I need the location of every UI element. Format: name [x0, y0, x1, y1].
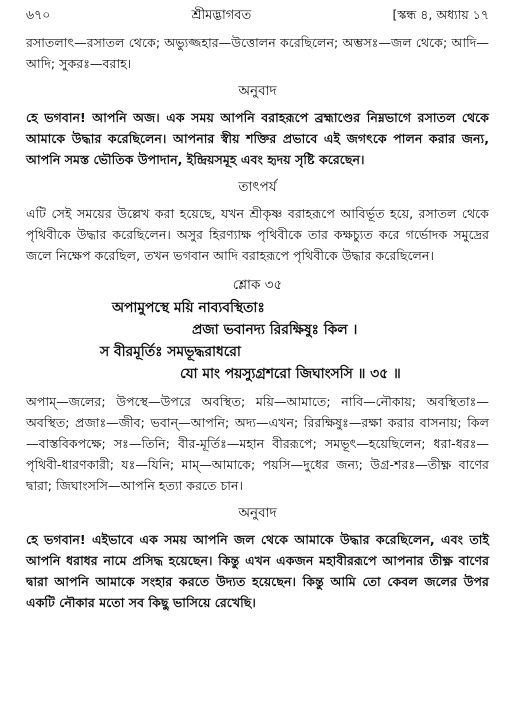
verse-line-1: অপামুপস্থে ময়ি নাব্যবস্থিতাঃ — [112, 300, 265, 316]
running-header — [26, 6, 489, 32]
synonyms-verse: অপাম্—জলের; উপস্থে—উপরে অবস্থিত; ময়ি—আমাতে; নাবি—নৌকায়; অবস্থিতাঃ—অবস্থিত; প্রজাঃ—জীব; ভবান্—আপনি; অদ্য—এখন; রিরক্ষিষুঃ—রক্ষা করার বাসনায়; কিল—বাস্তবিকপক্ষে; সঃ—তিনি; বীর-মূর্তিঃ—মহান বীররূপে; সমভূৎ—হয়েছিলেন; ধরা-ধরঃ—পৃথিবী-ধারণকারী; যঃ—যিনি; মাম্—আমাকে; পয়সি—দুধের জন্য; উগ্র-শরঃ—তীক্ষ্ণ বাণের দ্বারা; জিঘাংসসি—আপনি হত্যা করতে চান। — [26, 394, 489, 493]
book-title: শ্রীমদ্ভাগবত — [191, 8, 252, 23]
translation-heading-2: অনুবাদ — [238, 505, 277, 521]
verse-line-2: প্রজা ভবানদ্য রিরক্ষিষুঃ কিল । — [192, 322, 358, 338]
purport-heading: তাৎপর্য — [238, 179, 277, 195]
translation-text: হে ভগবান! আপনি অজ। এক সময় আপনি বরাহরূপে ব্রহ্মাণ্ডের নিম্নভাগে রসাতল থেকে আমাকে উদ্ধার করেছিলেন। আপনার স্বীয় শক্তির প্রভাবে এই জগৎকে পালন করার জন্য, আপনি সমস্ত ভৌতিক উপাদান, ইন্দ্রিয়সমূহ এবং হৃদয় সৃষ্টি করেছেন। — [26, 110, 489, 167]
verse-line-4: যো মাং পয়স্যুগ্রশরো জিঘাংসসি ॥ ৩৫ ॥ — [180, 366, 401, 382]
section-reference: [স্কন্ধ ৪, অধ্যায় ১৭ — [392, 7, 489, 22]
translation-heading: অনুবাদ — [238, 83, 277, 99]
page-number: ৬৭০ — [26, 7, 51, 22]
synonyms-top: রসাতলাৎ—রসাতল থেকে; অভ্যুজ্জহার—উত্তোলন করেছিলেন; অম্ভসঃ—জল থেকে; আদি—আদি; সুকরঃ—বরাহ। — [26, 35, 489, 71]
purport-text: এটি সেই সময়ের উল্লেখ করা হয়েছে, যখন শ্রীকৃষ্ণ বরাহরূপে আবির্ভূত হয়ে, রসাতল থেকে পৃথিবীকে উদ্ধার করেছিলেন। অসুর হিরণ্যাক্ষ পৃথিবীকে তার কক্ষচ্যুত করে গর্ভোদক সমুদ্রের জলে নিক্ষেপ করেছিল, তখন ভগবান আদি বরাহরূপে পৃথিবীকে উদ্ধার করেছিলেন। — [26, 206, 489, 263]
verse-line-3: স বীরমূর্তিঃ সমভূদ্ধরাধরো — [100, 344, 241, 360]
verse-heading: শ্লোক ৩৫ — [232, 277, 283, 293]
translation-text-2: হে ভগবান! এইভাবে এক সময় আপনি জল থেকে আমাকে উদ্ধার করেছিলেন, এবং তাই আপনি ধরাধর নামে প্রসিদ্ধ হয়েছেন। কিন্তু এখন একজন মহাবীররূপে আপনার তীক্ষ্ণ বাণের দ্বারা আপনি আমাকে সংহার করতে উদ্যত হয়েছেন। কিন্তু আমি তো কেবল জলের উপর একটি নৌকার মতো সব কিছু ভাসিয়ে রেখেছি। — [26, 532, 489, 610]
